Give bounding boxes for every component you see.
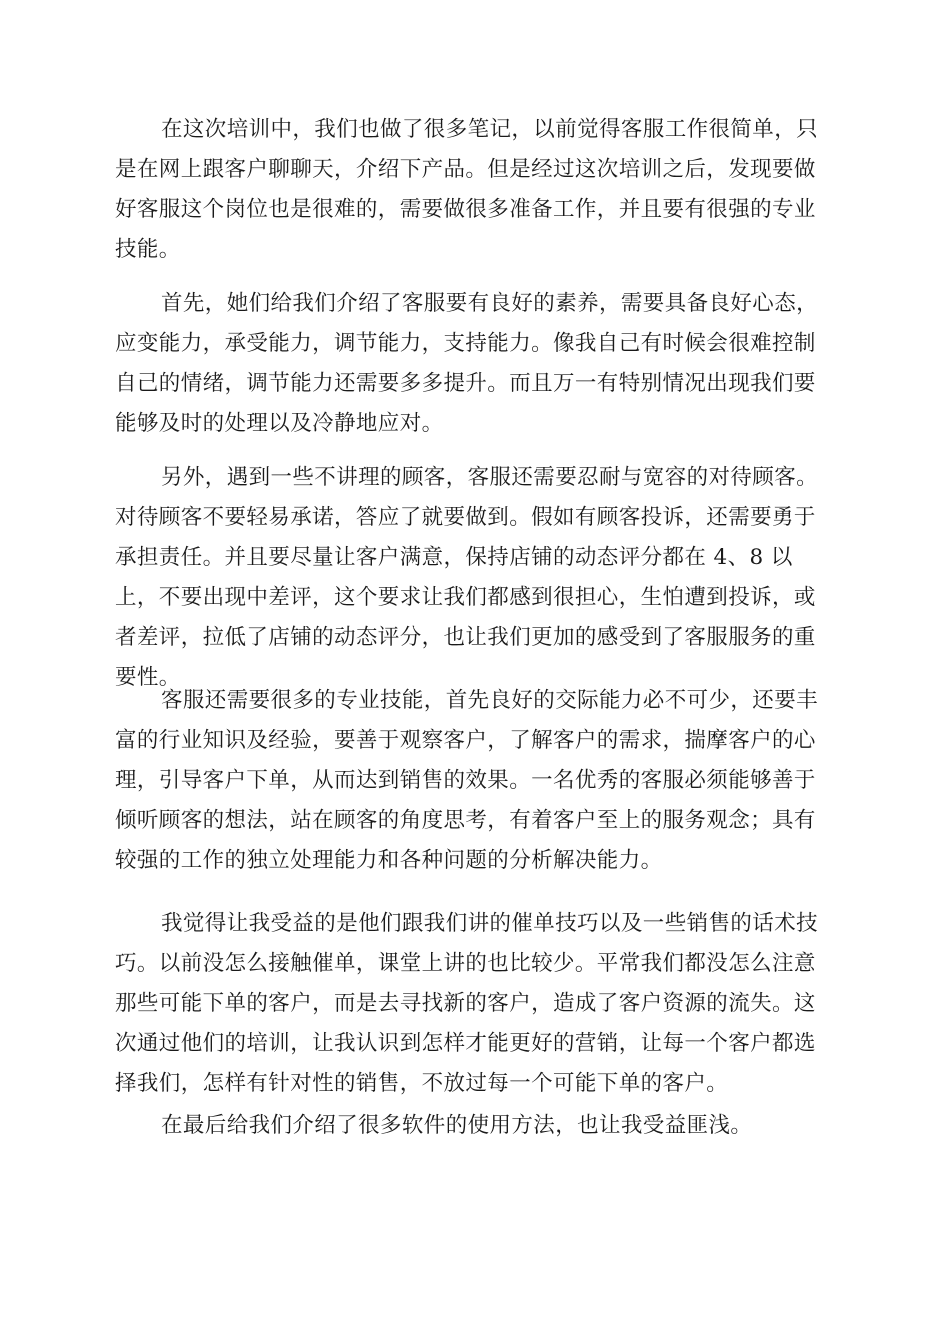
paragraph-line: 那些可能下单的客户，而是去寻找新的客户，造成了客户资源的流失。这: [115, 991, 816, 1016]
paragraph-line: 者差评，拉低了店铺的动态评分，也让我们更加的感受到了客服服务的重: [115, 625, 816, 650]
paragraph-line: 上，不要出现中差评，这个要求让我们都感到很担心，生怕遭到投诉，或: [115, 585, 816, 610]
paragraph-professional-skills: [115, 681, 835, 881]
paragraph-line: 对待顾客不要轻易承诺，答应了就要做到。假如有顾客投诉，还需要勇于: [115, 505, 816, 530]
paragraph-line: 要性。: [115, 665, 181, 690]
paragraph-line: 能够及时的处理以及冷静地应对。: [115, 411, 444, 436]
paragraph-line: 另外，遇到一些不讲理的顾客，客服还需要忍耐与宽容的对待顾客。: [161, 465, 819, 490]
paragraph-line: 承担责任。并且要尽量让客户满意，保持店铺的动态评分都在 4、8 以: [115, 545, 793, 570]
paragraph-software-tools: [115, 1106, 835, 1146]
paragraph-line: 倾听顾客的想法，站在顾客的角度思考，有着客户至上的服务观念；具有: [115, 808, 816, 833]
paragraph-line: 巧。以前没怎么接触催单，课堂上讲的也比较少。平常我们都没怎么注意: [115, 951, 816, 976]
paragraph-line: 技能。: [115, 237, 181, 262]
paragraph-line: 富的行业知识及经验，要善于观察客户，了解客户的需求，揣摩客户的心: [115, 728, 816, 753]
paragraph-line: 自己的情绪，调节能力还需要多多提升。而且万一有特别情况出现我们要: [115, 371, 816, 396]
paragraph-line: 理，引导客户下单，从而达到销售的效果。一名优秀的客服必须能够善于: [115, 768, 816, 793]
paragraph-line: 在这次培训中，我们也做了很多笔记，以前觉得客服工作很简单，只: [161, 117, 819, 142]
paragraph-sales-techniques: [115, 904, 835, 1104]
paragraph-line: 在最后给我们介绍了很多软件的使用方法，也让我受益匪浅。: [161, 1113, 753, 1138]
paragraph-line: 好客服这个岗位也是很难的，需要做很多准备工作，并且要有很强的专业: [115, 197, 816, 222]
paragraph-qualities: [115, 284, 835, 444]
paragraph-line: 是在网上跟客户聊聊天，介绍下产品。但是经过这次培训之后，发现要做: [115, 157, 816, 182]
paragraph-line: 首先，她们给我们介绍了客服要有良好的素养，需要具备良好心态，: [161, 291, 819, 316]
paragraph-notes: [115, 110, 835, 270]
paragraph-difficult-customers: [115, 458, 835, 698]
paragraph-line: 择我们，怎样有针对性的销售，不放过每一个可能下单的客户。: [115, 1071, 729, 1096]
paragraph-line: 应变能力，承受能力，调节能力，支持能力。像我自己有时候会很难控制: [115, 331, 816, 356]
paragraph-line: 我觉得让我受益的是他们跟我们讲的催单技巧以及一些销售的话术技: [161, 911, 819, 936]
paragraph-line: 客服还需要很多的专业技能，首先良好的交际能力必不可少，还要丰: [161, 688, 819, 713]
paragraph-line: 次通过他们的培训，让我认识到怎样才能更好的营销，让每一个客户都选: [115, 1031, 816, 1056]
paragraph-line: 较强的工作的独立处理能力和各种问题的分析解决能力。: [115, 848, 663, 873]
